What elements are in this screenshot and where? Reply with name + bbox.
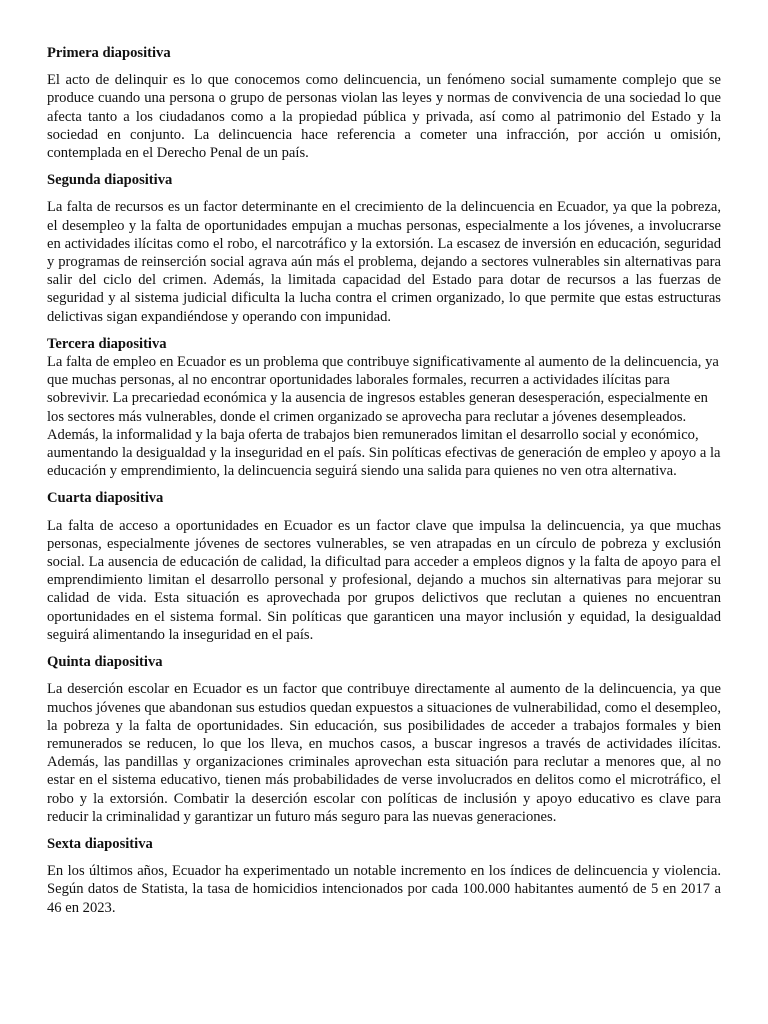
document-page [47,0,721,917]
paragraph-primera: El acto de delinquir es lo que conocemos como delincuencia, un fenómeno social sumamente complejo que se produce cuando una persona o grupo de personas violan las leyes y normas de convivencia de una sociedad lo que afecta tanto a los ciudadanos como a la propiedad pública y privada, así como al patrimonio del Estado y la sociedad en conjunto. La delincuencia hace referencia a cometer una infracción, por acción u omisión, contemplada en el Derecho Penal de un país. [47,72,721,162]
paragraph-tercera: La falta de empleo en Ecuador es un problema que contribuye significativamente al aumento de la delincuencia, ya que muchas personas, al no encontrar oportunidades laborales formales, recurren a actividades ilícitas para sobrevivir. La precariedad económica y la ausencia de ingresos estables generan desesperación, especialmente en los sectores más vulnerables, donde el crimen organizado se aprovecha para reclutar a jóvenes desempleados. Además, la informalidad y la baja oferta de trabajos bien remunerados limitan el desarrollo social y económico, aumentando la desigualdad y la inseguridad en el país. Sin políticas efectivas de generación de empleo y apoyo a la educación y emprendimiento, la delincuencia seguirá siendo una salida para quienes no ven otra alternativa. [47,354,721,480]
heading-cuarta: Cuarta diapositiva [47,490,164,507]
paragraph-quinta: La deserción escolar en Ecuador es un factor que contribuye directamente al aumento de la delincuencia, ya que muchos jóvenes que abandonan sus estudios quedan expuestos a situaciones de vulnerabilidad, como el desempleo, la pobreza y la falta de oportunidades. Sin educación, sus posibilidades de acceder a trabajos formales y bien remunerados se reducen, lo que los lleva, en muchos casos, a buscar ingresos a través de actividades ilícitas. Además, las pandillas y organizaciones criminales aprovechan esta situación para reclutar a menores que, al no estar en el sistema educativo, tienen más probabilidades de verse involucrados en delitos como el microtráfico, el robo y la extorsión. Combatir la deserción escolar con políticas de inclusión y apoyo educativo es clave para reducir la criminalidad y garantizar un futuro más seguro para las nuevas generaciones. [47,681,721,825]
heading-primera: Primera diapositiva [47,45,171,61]
heading-quinta: Quinta diapositiva [47,654,163,671]
heading-tercera: Tercera diapositiva [47,335,167,352]
paragraph-cuarta: La falta de acceso a oportunidades en Ecuador es un factor clave que impulsa la delincuencia, ya que muchas personas, especialmente jóvenes de sectores vulnerables, se ven atrapadas en un círculo de pobreza y exclusión social. La ausencia de educación de calidad, la dificultad para acceder a empleos dignos y la falta de apoyo para el emprendimiento limitan el desarrollo personal y profesional, dejando a muchos sin alternativas para mejorar su calidad de vida. Esta situación es aprovechada por grupos delictivos que reclutan a quienes no encuentran oportunidades en el sistema formal. Sin políticas que garanticen una mayor inclusión y equidad, la desigualdad seguirá alimentando la inseguridad en el país. [47,517,721,643]
heading-segunda: Segunda diapositiva [47,172,173,189]
paragraph-sexta: En los últimos años, Ecuador ha experimentado un notable incremento en los índices de delincuencia y violencia. Según datos de Statista, la tasa de homicidios intencionados por cada 100.000 habitantes aumentó de 5 en 2017 a 46 en 2023. [47,863,721,916]
heading-sexta: Sexta diapositiva [47,835,153,852]
paragraph-segunda: La falta de recursos es un factor determinante en el crecimiento de la delincuencia en Ecuador, ya que la pobreza, el desempleo y la falta de oportunidades empujan a muchas personas, especialmente a los jóvenes, a involucrarse en actividades ilícitas como el robo, el narcotráfico y la extorsión. La escasez de inversión en educación, seguridad y programas de reinserción social agrava aún más el problema, dejando a sectores vulnerables sin alternativas para salir del ciclo del crimen. Además, la limitada capacidad del Estado para dotar de recursos a las fuerzas de seguridad y al sistema judicial dificulta la lucha contra el crimen organizado, lo que permite que estas estructuras delictivas sigan expandiéndose y operando con impunidad. [47,199,721,325]
